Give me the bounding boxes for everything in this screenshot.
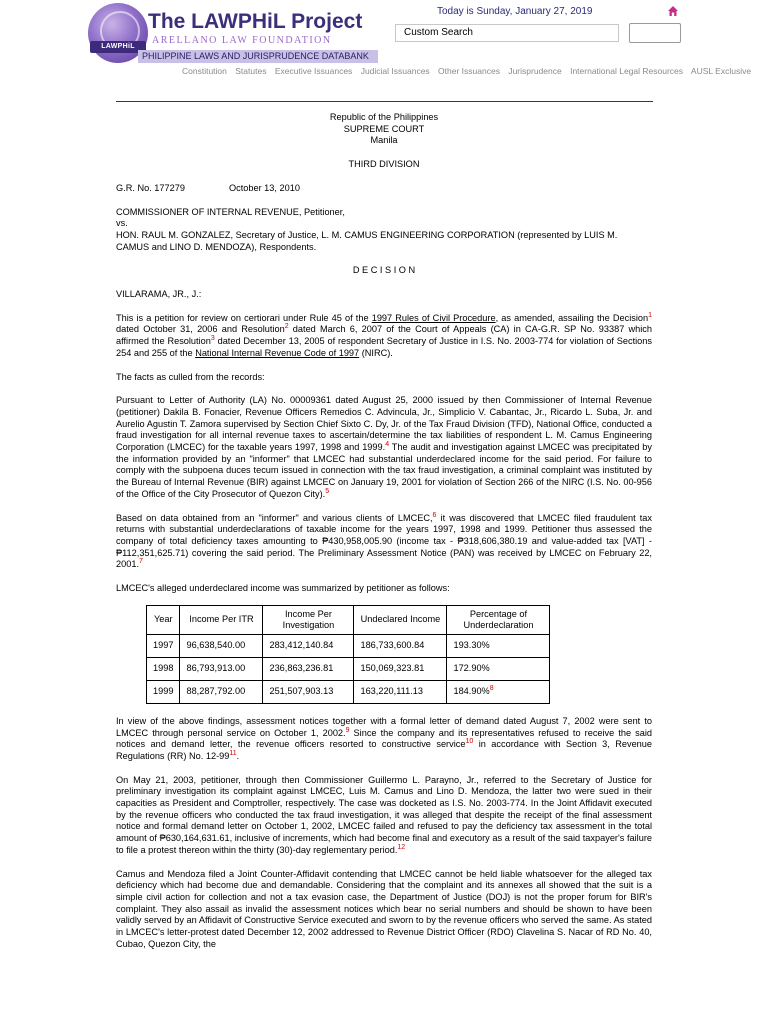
table-cell: 251,507,903.13	[263, 680, 354, 703]
table-cell: 96,638,540.00	[180, 634, 263, 657]
footnote-link[interactable]: 1	[648, 311, 652, 319]
footnote-link[interactable]: 11	[229, 749, 237, 757]
footnote-link[interactable]: 8	[489, 684, 494, 692]
table-cell: 184.90%$^8$	[447, 680, 550, 703]
logo-label: LAWPHiL	[90, 41, 146, 53]
search-input[interactable]: Custom Search	[395, 24, 619, 42]
table-cell: 1999	[147, 680, 180, 703]
table-cell: 1997	[147, 634, 180, 657]
petitioner: COMMISSIONER OF INTERNAL REVENUE, Petitioner,	[116, 206, 345, 217]
footnote-link[interactable]: 5	[325, 487, 330, 495]
table-row	[147, 657, 550, 680]
column-header: Income Per ITR	[180, 605, 263, 634]
court-heading: Republic of the Philippines SUPREME COURT Manila	[329, 112, 439, 146]
paragraph-7: On May 21, 2003, petitioner, through then Commissioner Guillermo L. Parayno, Jr., referred to the Secretary of Justice for preliminary investigation its complaint against LMCEC, Luis M. Camus and Lino D. Mendoza, the latter two were sued in their capacities as President and Comptroller, respectively. The case was docketed as I.S. No. 2003-774. In the Joint Affidavit executed by the revenue officers who conducted the tax fraud investigation, it was alleged that despite the receipt of the final assessment notice and formal demand letter on October 1, 2002, LMCEC failed and refused to pay the deficiency tax assessment in the total amount of ₱630,164,631.61, inclusive of increments, which had become final and executory as a result of the said taxpayer's failure to file a protest thereon within the thirty (30)-day reglementary period.$^{12}$	[116, 774, 652, 855]
ponente: VILLARAMA, JR., J.:	[116, 289, 202, 300]
table-cell: 163,220,111.13	[354, 680, 447, 703]
column-header: Percentage of Underdeclaration	[447, 605, 550, 634]
nav-international-legal-resources[interactable]: International Legal Resources	[570, 66, 684, 76]
nav-other-issuances[interactable]: Other Issuances	[438, 66, 500, 76]
decision-title: D E C I S I O N	[352, 265, 416, 276]
division-heading: THIRD DIVISION	[348, 159, 420, 170]
footnote-link[interactable]: 12	[397, 843, 406, 851]
footnote-link[interactable]: 6	[432, 511, 437, 519]
nav-jurisprudence[interactable]: Jurisprudence	[508, 66, 562, 76]
table-cell: 88,287,792.00	[180, 680, 263, 703]
nav-statutes[interactable]: Statutes	[235, 66, 267, 76]
underdeclared-income-table	[146, 605, 550, 704]
table-header-row	[147, 605, 550, 634]
nav-executive-issuances[interactable]: Executive Issuances	[274, 66, 353, 76]
table-cell: 193.30%	[447, 634, 550, 657]
paragraph-6: In view of the above findings, assessment notices together with a formal letter of demand dated August 7, 2002 were sent to LMCEC through personal service on October 1, 2002.$^9$ Since the company and its representatives refused to receive the said notices and demand letter, the revenue officers resorted to constructive service$^{10}$ in accordance with Section 3, Revenue Regulations (RR) No. $12-99^{11}$.	[116, 715, 653, 761]
databank-banner: PHILIPPINE LAWS AND JURISPRUDENCE DATABANK	[138, 50, 378, 63]
link-nirc-1997[interactable]: National Internal Revenue Code of 1997	[195, 347, 360, 358]
table-cell: 172.90%	[447, 657, 550, 680]
link-rules-of-civil-procedure[interactable]: 1997 Rules of Civil Procedure	[371, 312, 496, 323]
table-row	[147, 634, 550, 657]
header-divider	[116, 101, 653, 102]
table-cell: 86,793,913.00	[180, 657, 263, 680]
table-cell: 236,863,236.81	[263, 657, 354, 680]
table-cell: 150,069,323.81	[354, 657, 447, 680]
table-cell: 1998	[147, 657, 180, 680]
paragraph-1: This is a petition for review on certiorari under Rule 45 of the 1997 Rules of Civil Procedure, as amended, assailing the Decision$^1$ dated October 31, 2006 and Resolution$^2$ dated March 6, 2007 of the Court of Appeals (CA) in CA-G.R. SP No. 93387 which affirmed the Resolution$^3$ dated December 13, 2005 of respondent Secretary of Justice in I.S. No. 2003-774 for violation of Sections 254 and 255 of the National Internal Revenue Code of 1997 (NIRC).	[116, 311, 652, 358]
nav-constitution[interactable]: Constitution	[182, 66, 227, 76]
main-nav	[182, 66, 757, 76]
table-cell: 283,412,140.84	[263, 634, 354, 657]
footnote-link[interactable]: 7	[139, 558, 143, 566]
footnote-link[interactable]: 9	[345, 726, 350, 734]
paragraph-5: LMCEC's alleged underdeclared income was summarized by petitioner as follows:	[116, 583, 450, 594]
versus: vs.	[116, 218, 128, 229]
paragraph-4: Based on data obtained from an "informer" and various clients of LMCEC,$^6$ it was discovered that LMCEC filed fraudulent tax returns with substantial underdeclarations of taxable income for the years 1997, 1998 and 1999. Petitioner thus assessed the company of total deficiency taxes amounting to ₱430,958,005.90 (income tax - ₱318,606,380.19 and value-added tax [VAT] - ₱112,351,625.71) covering the said period. The Preliminary Assessment Notice (PAN) was received by LMCEC on February 22, 2001.$^7$	[116, 511, 652, 570]
decision-document	[116, 112, 652, 950]
footnote-link[interactable]: 10	[465, 738, 474, 746]
nav-judicial-issuances[interactable]: Judicial Issuances	[360, 66, 430, 76]
home-icon[interactable]	[667, 5, 679, 17]
column-header: Year	[147, 605, 180, 634]
footnote-link[interactable]: 3	[210, 335, 215, 343]
paragraph-2: The facts as culled from the records:	[116, 371, 265, 382]
site-title[interactable]: The LAWPHiL Project	[148, 10, 363, 33]
footnote-link[interactable]: 4	[385, 441, 390, 448]
table-row	[147, 680, 550, 703]
nav-ausl-exclusive[interactable]: AUSL Exclusive	[690, 66, 752, 76]
case-number-line: G.R. No. 177279 October 13, 2010	[116, 182, 300, 193]
search-button[interactable]	[629, 23, 681, 43]
paragraph-3: Pursuant to Letter of Authority (LA) No. 00009361 dated August 25, 2000 issued by then Commissioner of Internal Revenue (petitioner) Dakila B. Fonacier, Revenue Officers Remedios C. Advincula, Jr., Simplicio V. Cabantac, Jr., Ricardo L. Suba, Jr. and Aurelio Agustin T. Zamora supervised by Section Chief Sixto C. Dy, Jr. of the Tax Fraud Division (TFD), National Office, conducted a fraud investigation for all internal revenue taxes to ascertain/determine the tax liabilities of respondent L. M. Camus Engineering Corporation (LMCEC) for the taxable years 1997, 1998 and 1999.$^4$ The audit and investigation against LMCEC was precipitated by the information provided by an "informer" that LMCEC had substantial underdeclared income for the said period. For failure to comply with the subpoena duces tecum issued in connection with the tax fraud investigation, a criminal complaint was instituted by the Bureau of Internal Revenue (BIR) against LMCEC on January 19, 2001 for violation of Section 266 of the NIRC (I.S. No. 00-956 of the Office of the City Prosecutor of Quezon City).$^5$	[116, 395, 652, 499]
site-subtitle: ARELLANO LAW FOUNDATION	[152, 35, 332, 46]
footnote-link[interactable]: 2	[284, 323, 289, 331]
today-date: Today is Sunday, January 27, 2019	[437, 6, 593, 17]
respondents: HON. RAUL M. GONZALEZ, Secretary of Justice, L. M. CAMUS ENGINEERING CORPORATION (represented by LUIS M. CAMUS and LINO D. MENDOZA), Respondents.	[116, 229, 618, 252]
column-header: Undeclared Income	[354, 605, 447, 634]
column-header: Income Per Investigation	[263, 605, 354, 634]
table-cell: 186,733,600.84	[354, 634, 447, 657]
paragraph-8: Camus and Mendoza filed a Joint Counter-Affidavit contending that LMCEC cannot be held liable whatsoever for the alleged tax deficiency which had become due and demandable. Considering that the complaint and its annexes all showed that the suit is a simple civil action for collection and not a tax evasion case, the Department of Justice (DOJ) is not the proper forum for BIR's complaint. They also assail as invalid the assessment notices which bear no serial numbers and should be shown to have been validly served by an Affidavit of Constructive Service executed and sworn to by the revenue officers who served the same. As stated in LMCEC's letter-protest dated December 12, 2002 addressed to Revenue District Officer (RDO) Clavelina S. Nacar of RD No. 40, Cubao, Quezon City, the	[116, 868, 652, 949]
